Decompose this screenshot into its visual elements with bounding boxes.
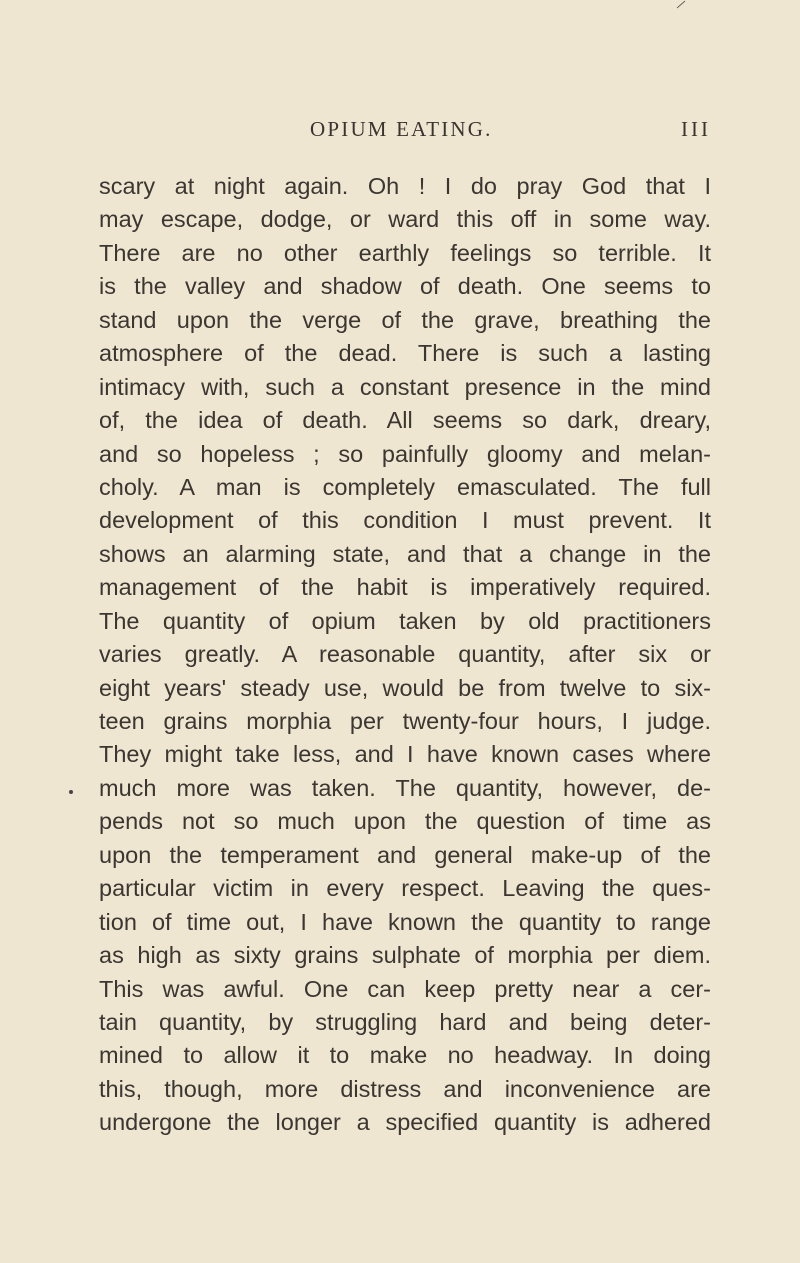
text-line: atmosphere of the dead. There is such a lasting xyxy=(99,340,711,367)
running-head xyxy=(0,117,800,147)
text-line: much more was taken. The quantity, however, de- xyxy=(99,774,711,801)
text-line: choly. A man is completely emasculated. The full xyxy=(99,473,711,500)
text-line: eight years' steady use, would be from twelve to six- xyxy=(99,674,711,701)
text-line: upon the temperament and general make-up of the xyxy=(99,841,711,868)
text-line: varies greatly. A reasonable quantity, after six or xyxy=(99,641,711,668)
text-line: undergone the longer a specified quantity is adhered xyxy=(99,1109,711,1136)
text-line: intimacy with, such a constant presence in the mind xyxy=(99,373,711,400)
text-line: pends not so much upon the question of time as xyxy=(99,808,711,835)
text-line: There are no other earthly feelings so terrible. It xyxy=(99,239,711,266)
text-line: They might take less, and I have known cases where xyxy=(99,741,711,768)
text-line: This was awful. One can keep pretty near a cer- xyxy=(99,975,711,1002)
text-line: is the valley and shadow of death. One seems to xyxy=(99,273,711,300)
text-line: teen grains morphia per twenty-four hours, I judge. xyxy=(99,708,711,734)
text-line: tion of time out, I have known the quantity to range xyxy=(99,908,711,935)
text-line: of, the idea of death. All seems so dark, dreary, xyxy=(99,407,711,434)
text-line: may escape, dodge, or ward this off in some way. xyxy=(99,206,711,233)
text-line: shows an alarming state, and that a change in the xyxy=(99,540,711,567)
margin-speck xyxy=(69,790,73,794)
text-line: management of the habit is imperatively required. xyxy=(99,574,711,601)
text-line: this, though, more distress and inconvenience are xyxy=(99,1075,711,1102)
body-text xyxy=(99,170,711,1140)
text-line: and so hopeless ; so painfully gloomy and melan- xyxy=(99,440,711,467)
text-line: scary at night again. Oh ! I do pray God that I xyxy=(99,173,711,199)
text-line: development of this condition I must prevent. It xyxy=(99,507,711,534)
running-title: OPIUM EATING. xyxy=(310,117,493,141)
text-line: tain quantity, by struggling hard and being deter- xyxy=(99,1008,711,1035)
text-line: mined to allow it to make no headway. In doing xyxy=(99,1042,711,1069)
page-number: III xyxy=(681,117,711,141)
text-line: stand upon the verge of the grave, breathing the xyxy=(99,306,711,333)
text-line: The quantity of opium taken by old practitioners xyxy=(99,607,711,634)
page-edge-mark xyxy=(676,0,686,9)
text-line: particular victim in every respect. Leaving the ques- xyxy=(99,875,711,902)
text-line: as high as sixty grains sulphate of morphia per diem. xyxy=(99,942,711,969)
